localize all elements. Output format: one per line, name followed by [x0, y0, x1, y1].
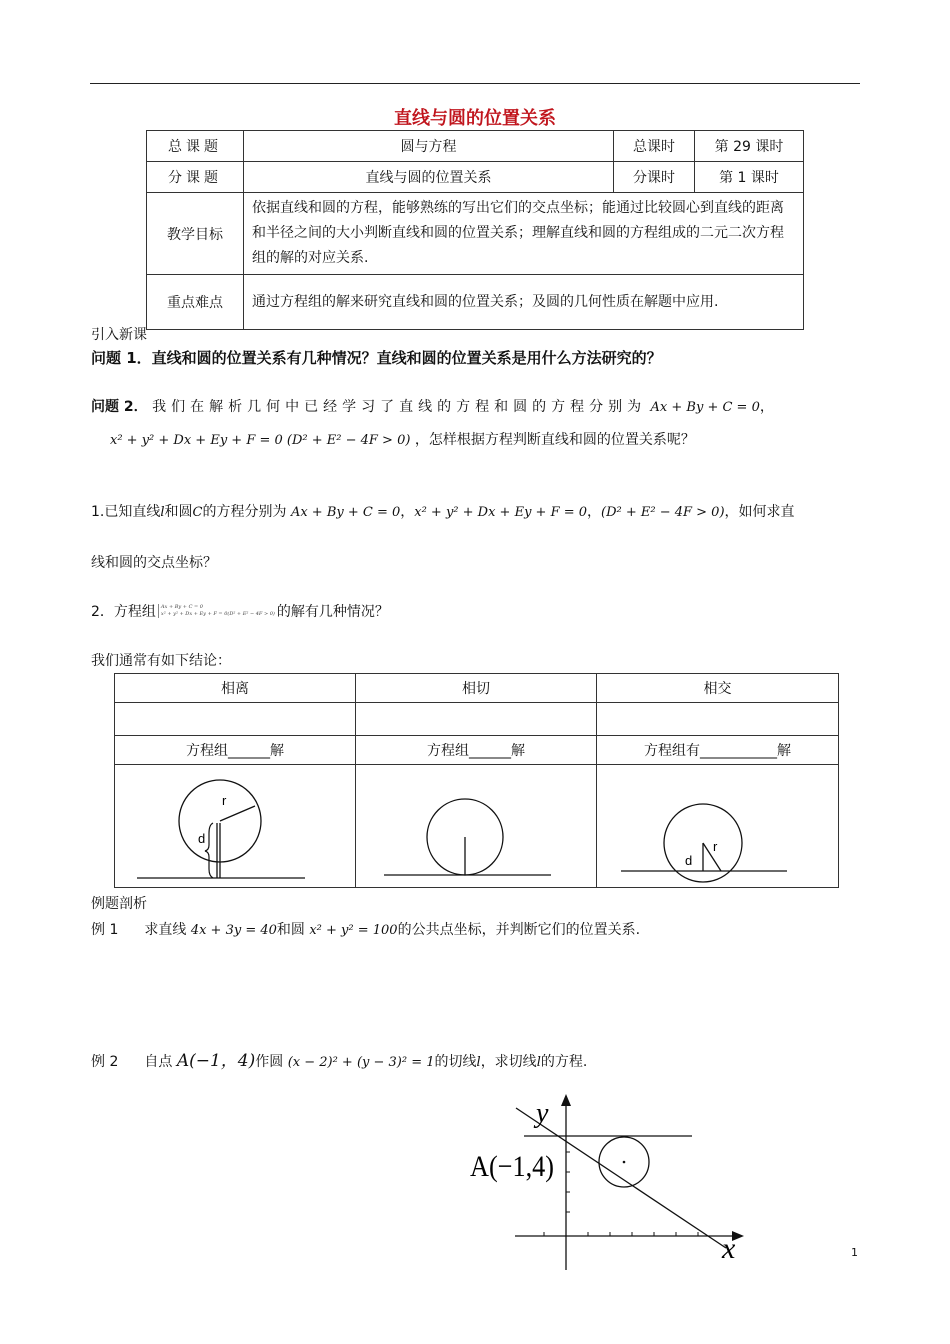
- example-text: 的方程.: [540, 1054, 588, 1070]
- table-row: [115, 765, 839, 888]
- page-title: 直线与圆的位置关系: [394, 108, 556, 129]
- distance-label: d: [198, 831, 206, 846]
- label-cell: 总课题: [147, 131, 244, 162]
- header-cell: 相切: [356, 674, 597, 703]
- blank-cell: [115, 703, 356, 736]
- page-number: 1: [851, 1246, 858, 1259]
- question-2-label: 问题 2．: [91, 399, 148, 415]
- table-row: [147, 275, 804, 330]
- label-cell: 教学目标: [147, 193, 244, 275]
- value-cell: 圆与方程: [244, 131, 614, 162]
- tangent-figure: [460, 1090, 760, 1275]
- item-text: 的解有几种情况？: [276, 604, 389, 620]
- question-2-tail: ，怎样根据方程判断直线和圆的位置关系呢？: [414, 432, 695, 448]
- conclusion-text: 我们通常有如下结论：: [91, 653, 231, 669]
- item-1-line2: 线和圆的交点坐标？: [91, 555, 217, 571]
- example-text: 作圆: [255, 1054, 284, 1070]
- item-text: ，如何求直: [724, 504, 795, 520]
- radius-label: r: [222, 793, 227, 808]
- question-2: 问题 2． 我们在解析几何中已经学习了直线的方程和圆的方程分别为 Ax + By + C = 0，: [91, 399, 774, 415]
- table-row: [147, 193, 804, 275]
- label-cell: 重点难点: [147, 275, 244, 330]
- line-equation: Ax + By + C = 0: [650, 400, 760, 415]
- symbol-l: l: [160, 505, 165, 520]
- separate-diagram: [115, 765, 355, 887]
- circle-equation: (x − 2)² + (y − 3)² = 1: [287, 1055, 435, 1070]
- distance-label: d: [685, 853, 693, 868]
- condition: (D² + E² − 4F > 0): [601, 505, 725, 520]
- example-2: [91, 1046, 587, 1071]
- figure-cell-tangent: [356, 765, 597, 888]
- label-cell: 分课时: [614, 162, 695, 193]
- example-text: 的切线: [434, 1054, 477, 1070]
- point-a: A(−1，4): [176, 1051, 256, 1071]
- solution-cell: 方程组______解: [356, 736, 597, 765]
- table-row: [115, 736, 839, 765]
- item-2: [91, 601, 389, 621]
- example-text: 和圆: [276, 922, 305, 938]
- table-row: [147, 131, 804, 162]
- label-cell: 总课时: [614, 131, 695, 162]
- example-text: ，求切线: [480, 1054, 537, 1070]
- item-1: 1.已知直线l和圆C的方程分别为 Ax + By + C = 0，x² + y² + Dx + Ey + F = 0，(D² + E² − 4F > 0)，如何求直: [91, 504, 795, 520]
- circle-equation: x² + y² = 100: [309, 923, 398, 938]
- example-text: 求直线: [144, 922, 187, 938]
- table-row: [115, 703, 839, 736]
- objectives-text: 依据直线和圆的方程，能够熟练的写出它们的交点坐标；能通过比较圆心到直线的距离和半径之间的大小判断直线和圆的位置关系；理解直线和圆的方程组成的二元二次方程组的解的对应关系.: [244, 193, 804, 275]
- solution-cell: 方程组有___________解: [597, 736, 839, 765]
- radius-label: r: [713, 839, 718, 854]
- example-label: 例 2: [91, 1054, 119, 1070]
- symbol-l: l: [476, 1055, 481, 1070]
- example-1: [91, 919, 640, 939]
- item-number: 1.: [91, 504, 105, 520]
- value-cell: 直线与圆的位置关系: [244, 162, 614, 193]
- line-equation: Ax + By + C = 0: [290, 505, 401, 520]
- circle-equation: x² + y² + Dx + Ey + F = 0 (D² + E² − 4F > 0): [110, 433, 411, 448]
- symbol-l: l: [536, 1055, 541, 1070]
- figure-cell-separate: [115, 765, 356, 888]
- table-row: [115, 674, 839, 703]
- question-1: 问题 1．直线和圆的位置关系有几种情况？直线和圆的位置关系是用什么方法研究的？: [91, 349, 662, 367]
- question-2-text: 我们在解析几何中已经学习了直线的方程和圆的方程分别为: [152, 399, 647, 415]
- tangent-diagram: [356, 765, 596, 887]
- x-axis-label: x: [722, 1232, 736, 1265]
- key-points-text: 通过方程组的解来研究直线和圆的位置关系；及圆的几何性质在解题中应用.: [244, 275, 804, 330]
- section-examples: 例题剖析: [91, 896, 147, 912]
- example-label: 例 1: [91, 922, 119, 938]
- item-text: 2．方程组: [91, 604, 156, 620]
- point-a-label: A(−1,4): [470, 1150, 554, 1183]
- value-cell: 第 1 课时: [695, 162, 804, 193]
- example-text: 自点: [144, 1054, 173, 1070]
- value-cell: 第 29 课时: [695, 131, 804, 162]
- symbol-c: C: [192, 505, 203, 520]
- circle-equation: x² + y² + Dx + Ey + F = 0: [414, 505, 588, 520]
- blank-cell: [356, 703, 597, 736]
- blank-cell: [597, 703, 839, 736]
- system-eq-1: Ax + By + C = 0: [160, 604, 203, 610]
- solution-cell: 方程组______解: [115, 736, 356, 765]
- equation-system: [158, 604, 275, 618]
- section-intro: 引入新课: [91, 327, 147, 343]
- figure-cell-intersect: [597, 765, 839, 888]
- example-text: 的公共点坐标，并判断它们的位置关系.: [397, 922, 641, 938]
- top-rule: [90, 83, 860, 84]
- system-eq-2: x² + y² + Dx + Ey + F = 0(D² + E² − 4F > 0): [160, 611, 275, 617]
- item-text: 和圆: [164, 504, 193, 520]
- header-cell: 相离: [115, 674, 356, 703]
- y-axis-label: y: [536, 1098, 549, 1129]
- table-row: [147, 162, 804, 193]
- lesson-info-table: [146, 130, 804, 330]
- header-cell: 相交: [597, 674, 839, 703]
- line-equation: 4x + 3y = 40: [190, 923, 277, 938]
- item-text: 的方程分别为: [202, 504, 287, 520]
- item-text: 已知直线: [104, 504, 161, 520]
- label-cell: 分课题: [147, 162, 244, 193]
- relation-table: [114, 673, 839, 888]
- intersect-diagram: [597, 765, 838, 887]
- question-2-cont: [110, 429, 695, 449]
